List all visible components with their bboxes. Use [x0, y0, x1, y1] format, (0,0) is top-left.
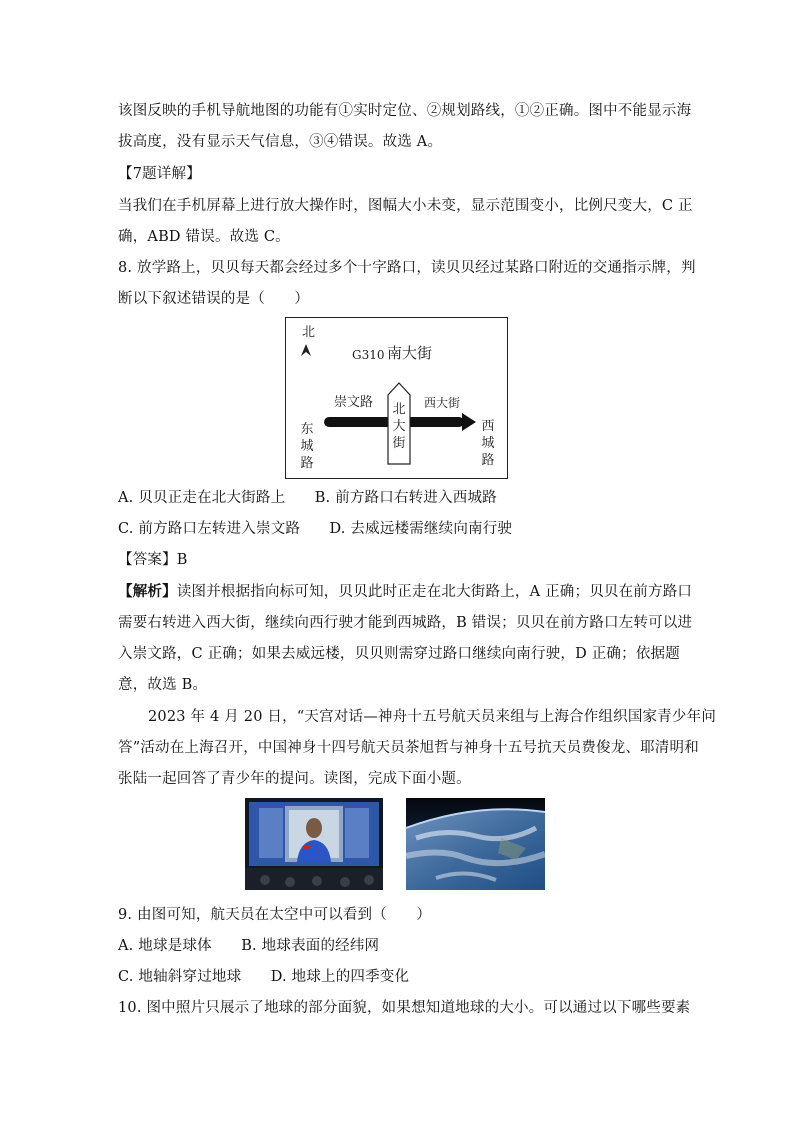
text-line: 确，ABD 错误。故选 C。	[118, 229, 290, 245]
chongwen-road-label: 崇文路	[334, 395, 374, 410]
passage-line: 张陆一起回答了青少年的提问。读图，完成下面小题。	[118, 771, 471, 787]
dongcheng-road-label: 东城路	[300, 422, 314, 471]
options-line: C. 地轴斜穿过地球 D. 地球上的四季变化	[118, 969, 410, 985]
question-10-line: 10. 图中照片只展示了地球的部分面貌，如果想知道地球的大小。可以通过以下哪些要素	[118, 1000, 691, 1016]
analysis-line: 意，故选 B。	[118, 677, 208, 693]
options-line: A. 地球是球体 B. 地球表面的经纬网	[118, 938, 380, 954]
passage-line: 2023 年 4 月 20 日，“天宫对话—神舟十五号航天员来组与上海合作组织国家青少年问	[148, 709, 717, 725]
highway-label: G310	[352, 348, 385, 362]
passage-line: 答”活动在上海召开，中国神身十四号航天员茶旭哲与神身十五号抗天员费俊龙、耶清明和	[118, 740, 699, 756]
south-street-label: 南大街	[387, 344, 433, 362]
analysis-label: 【解析】	[118, 583, 177, 600]
question-9-line: 9. 由图可知，航天员在太空中可以看到（ ）	[118, 907, 432, 923]
text-line: 当我们在手机屏幕上进行放大操作时，图幅大小未变，显示范围变小，比例尺变大，C 正	[118, 198, 693, 214]
text-line: 该图反映的手机导航地图的功能有①实时定位、②规划路线，①②正确。图中不能显示海	[118, 103, 692, 119]
road-arrow-icon	[462, 413, 476, 431]
xidajie-label: 西大街	[424, 396, 461, 410]
options-line: A. 贝贝正走在北大街路上 B. 前方路口右转进入西城路	[118, 490, 497, 506]
options-line: C. 前方路口左转进入崇文路 D. 去威远楼需继续向南行驶	[118, 521, 513, 537]
astronaut-video-photo	[245, 798, 383, 890]
question-8-line: 断以下叙述错误的是（ ）	[118, 291, 310, 307]
section-heading: 【7题详解】	[118, 166, 201, 182]
analysis-line: 入崇文路，C 正确；如果去威远楼，贝贝则需穿过路口继续向南行驶，D 正确；依据题	[118, 646, 680, 662]
answer-line: 【答案】B	[118, 552, 188, 568]
analysis-line	[118, 582, 692, 602]
north-arrow-icon	[299, 343, 313, 357]
question-8-line: 8. 放学路上，贝贝每天都会经过多个十字路口，读贝贝经过某路口附近的交通指示牌，判	[118, 260, 696, 276]
north-street-label: 北大街	[392, 402, 406, 451]
analysis-text: 读图并根据指向标可知，贝贝此时正走在北大街路上，A 正确；贝贝在前方路口	[176, 584, 693, 600]
analysis-line: 需要右转进入西大街，继续向西行驶才能到西城路，B 错误；贝贝在前方路口左转可以进	[118, 615, 693, 631]
earth-from-space-photo	[406, 798, 545, 890]
text-line: 拔高度，没有显示天气信息，③④错误。故选 A。	[118, 134, 443, 150]
north-label: 北	[302, 325, 316, 340]
traffic-sign-figure	[285, 317, 508, 479]
xicheng-road-label: 西城路	[481, 419, 495, 468]
